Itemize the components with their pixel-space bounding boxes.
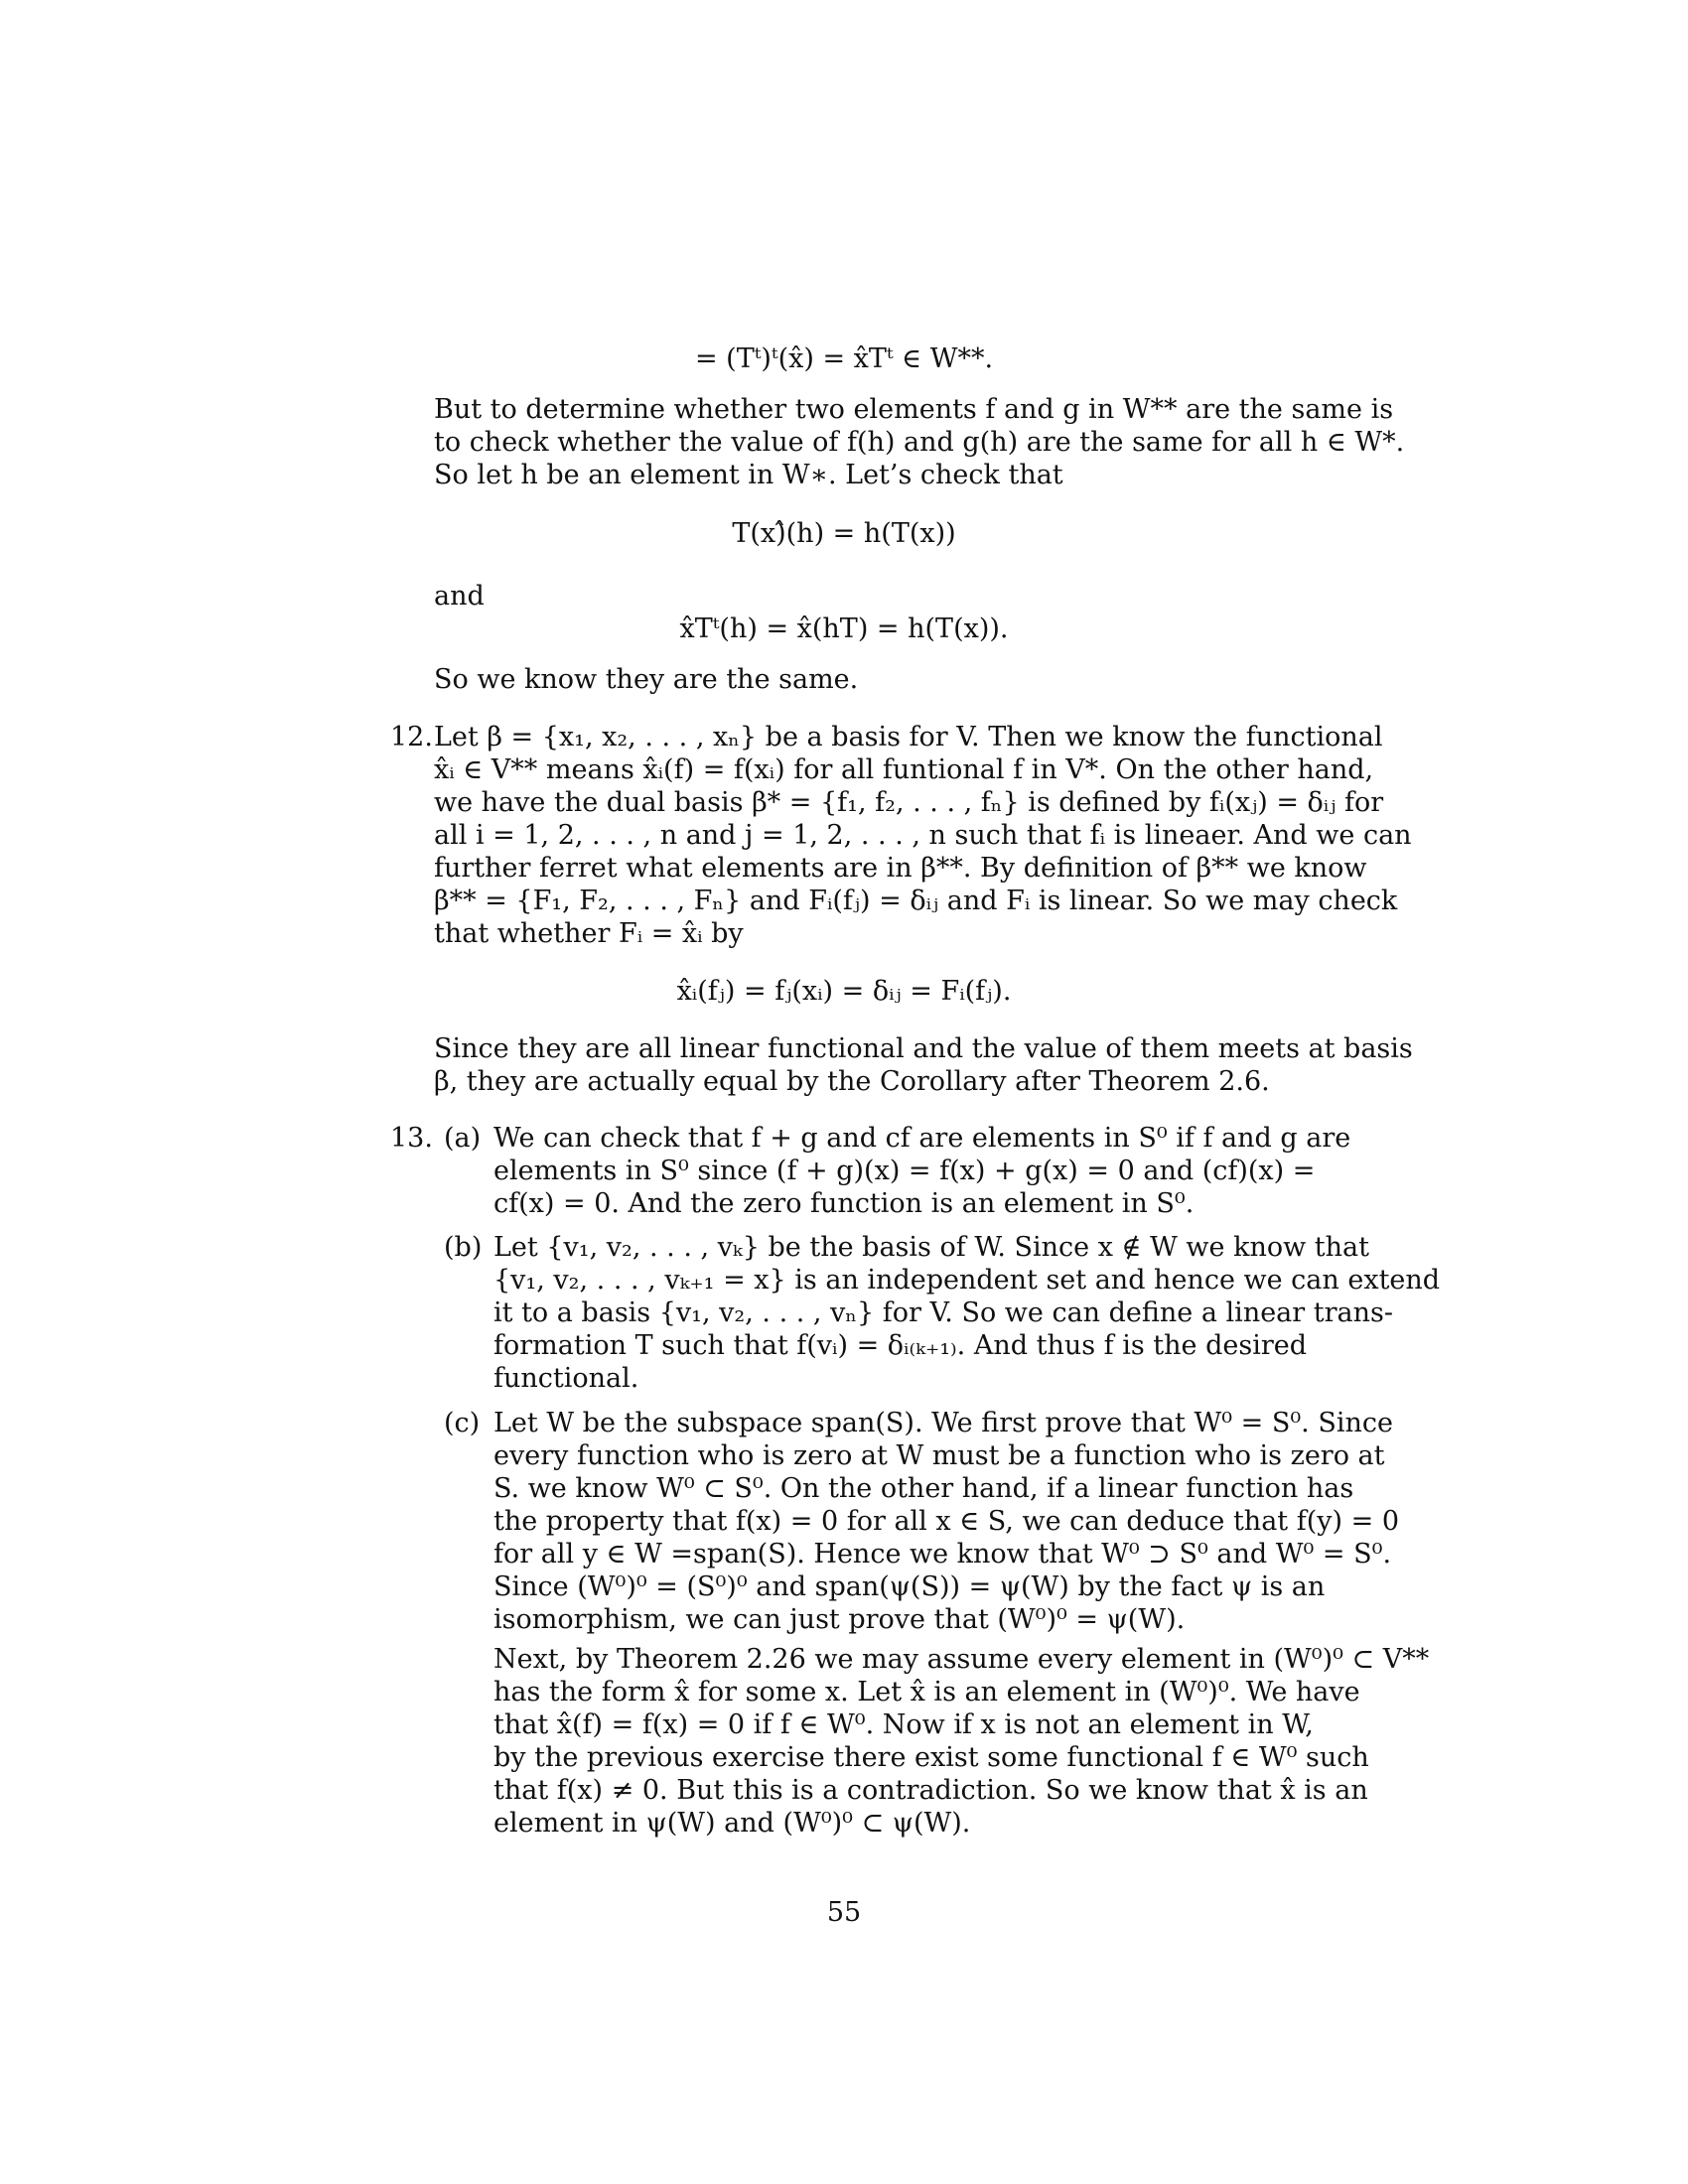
paragraph-line: So we know they are the same. [434,664,859,695]
subitem-c-line: every function who is zero at W must be a function who is zero at [493,1440,1385,1471]
subitem-c-line: Since (W⁰)⁰ = (S⁰)⁰ and span(ψ(S)) = ψ(W) by the fact ψ is an [493,1571,1326,1602]
subitem-c-line: has the form x̂ for some x. Let x̂ is an element in (W⁰)⁰. We have [493,1677,1360,1707]
item12-line: further ferret what elements are in β**. By definition of β** we know [434,853,1367,884]
equation-top: = (Tᵗ)ᵗ(x̂) = x̂Tᵗ ∈ W**. [694,343,994,374]
subitem-c-line: the property that f(x) = 0 for all x ∈ S, we can deduce that f(y) = 0 [493,1506,1400,1537]
item-number-12: 12. [390,722,433,752]
item12-line: that whether Fᵢ = x̂ᵢ by [434,918,744,949]
item12-line: Let β = {x₁, x₂, . . . , xₙ} be a basis for V. Then we know the functional [434,722,1383,752]
subitem-c-line: by the previous exercise there exist some functional f ∈ W⁰ such [493,1742,1369,1773]
subitem-b-line: functional. [493,1363,639,1394]
subitem-c-line: element in ψ(W) and (W⁰)⁰ ⊂ ψ(W). [493,1808,971,1839]
and-word: and [434,581,485,612]
subitem-label-a: (a) [444,1123,482,1154]
paragraph-line: to check whether the value of f(h) and g(h) are the same for all h ∈ W*. [434,427,1405,458]
item12-line: all i = 1, 2, . . . , n and j = 1, 2, . . . , n such that fᵢ is lineaer. And we can [434,820,1412,851]
page-number: 55 [826,1897,862,1928]
item12-line: β** = {F₁, F₂, . . . , Fₙ} and Fᵢ(fⱼ) = δᵢⱼ and Fᵢ is linear. So we may check [434,886,1398,916]
item12-line: x̂ᵢ ∈ V** means x̂ᵢ(f) = f(xᵢ) for all funtional f in V*. On the other hand, [434,754,1374,785]
equation-item12: x̂ᵢ(fⱼ) = fⱼ(xᵢ) = δᵢⱼ = Fᵢ(fⱼ). [676,976,1012,1007]
subitem-c-line: that x̂(f) = f(x) = 0 if f ∈ W⁰. Now if x is not an element in W, [493,1709,1314,1740]
subitem-b-line: Let {v₁, v₂, . . . , vₖ} be the basis of W. Since x ∉ W we know that [493,1232,1369,1263]
subitem-c-line: that f(x) ≠ 0. But this is a contradiction. So we know that x̂ is an [493,1775,1368,1806]
item12-line: we have the dual basis β* = {f₁, f₂, . . . , fₙ} is defined by fᵢ(xⱼ) = δᵢⱼ for [434,787,1384,818]
subitem-a-line: elements in S⁰ since (f + g)(x) = f(x) + g(x) = 0 and (cf)(x) = [493,1156,1316,1186]
subitem-c-line: isomorphism, we can just prove that (W⁰)⁰ = ψ(W). [493,1604,1186,1635]
subitem-b-line: {v₁, v₂, . . . , vₖ₊₁ = x} is an independent set and hence we can extend [493,1265,1441,1296]
subitem-c-line: for all y ∈ W =span(S). Hence we know that W⁰ ⊃ S⁰ and W⁰ = S⁰. [493,1539,1392,1570]
equation-2: T(x)̂(h) = h(T(x)) [732,518,956,549]
subitem-c-line: S. we know W⁰ ⊂ S⁰. On the other hand, if a linear function has [493,1473,1354,1504]
subitem-b-line: formation T such that f(vᵢ) = δᵢ₍ₖ₊₁₎. And thus f is the desired [493,1330,1308,1361]
subitem-a-line: We can check that f + g and cf are elements in S⁰ if f and g are [493,1123,1351,1154]
item-number-13: 13. [390,1123,433,1154]
subitem-label-c: (c) [444,1408,481,1438]
paragraph-line: But to determine whether two elements f and g in W** are the same is [434,394,1394,425]
subitem-label-b: (b) [444,1232,483,1263]
item12-line: Since they are all linear functional and the value of them meets at basis [434,1033,1413,1064]
subitem-c-line: Next, by Theorem 2.26 we may assume every element in (W⁰)⁰ ⊂ V** [493,1644,1430,1675]
subitem-b-line: it to a basis {v₁, v₂, . . . , vₙ} for V. So we can define a linear trans- [493,1297,1393,1328]
paragraph-line: So let h be an element in W∗. Let’s check that [434,460,1063,490]
equation-3: x̂Tᵗ(h) = x̂(hT) = h(T(x)). [679,614,1009,644]
item12-line: β, they are actually equal by the Corollary after Theorem 2.6. [434,1066,1270,1097]
subitem-c-line: Let W be the subspace span(S). We first prove that W⁰ = S⁰. Since [493,1408,1393,1438]
subitem-a-line: cf(x) = 0. And the zero function is an element in S⁰. [493,1188,1195,1219]
